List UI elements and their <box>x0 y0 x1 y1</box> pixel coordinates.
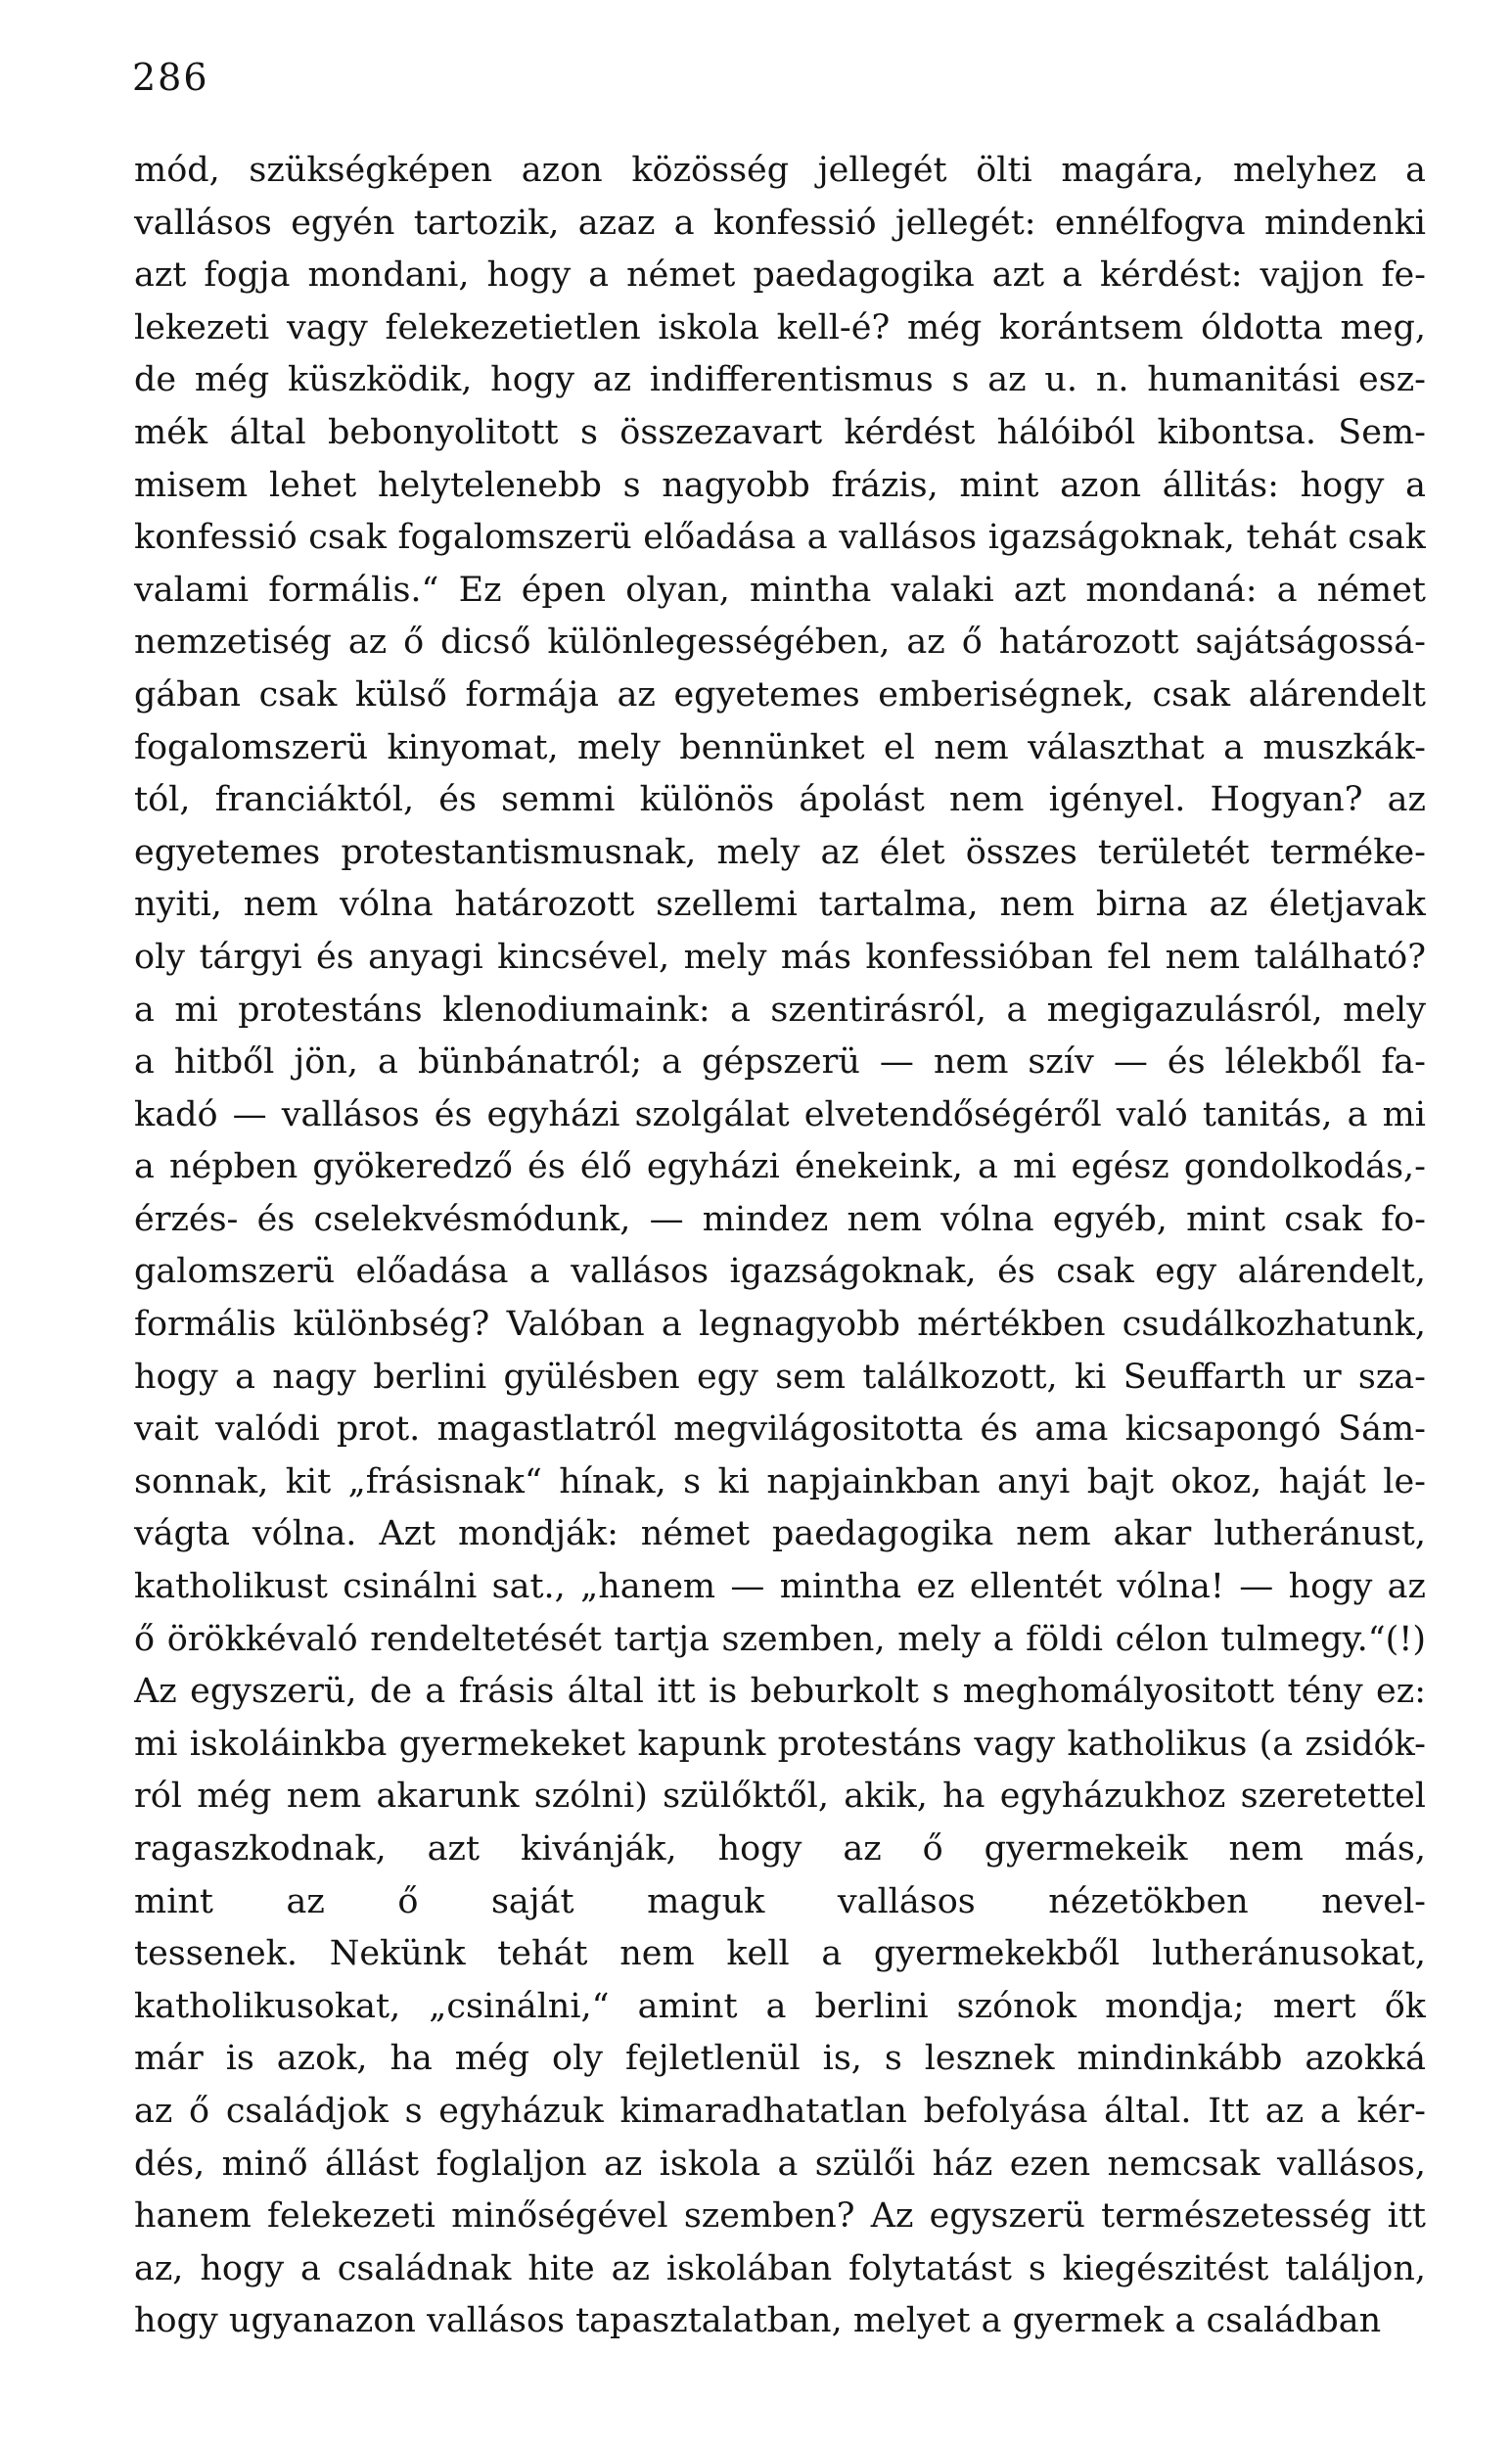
text-line: fogalomszerü kinyomat, mely bennünket el nem választhat a muszkák- <box>134 727 1426 767</box>
text-line: mód, szükségképen azon közösség jellegét ölti magára, melyhez a <box>134 151 1426 190</box>
text-line: a hitből jön, a bünbánatról; a gépszerü — nem szív — és lélekből fa- <box>134 1042 1426 1083</box>
text-line: valami formális.“ Ez épen olyan, mintha valaki azt mondaná: a német <box>134 570 1426 610</box>
text-line: galomszerü előadása a vallásos igazságoknak, és csak egy alárendelt, <box>134 1252 1426 1292</box>
text-line: ról még nem akarunk szólni) szülőktől, akik, ha egyházukhoz szeretettel <box>134 1777 1426 1817</box>
text-line: ő örökkévaló rendeltetését tartja szemben, mely a földi célon tulmegy.“(!) <box>134 1619 1426 1659</box>
text-line: lekezeti vagy felekezetietlen iskola kell-é? még korántsem óldotta meg, <box>134 307 1426 347</box>
text-line: katholikusokat, „csinálni,“ amint a berlini szónok mondja; mert ők <box>134 1986 1426 2026</box>
text-line: ragaszkodnak, azt kivánják, hogy az ő gyermekeik nem más, <box>134 1829 1426 1869</box>
text-line: hanem felekezeti minőségével szemben? Az egyszerü természetesség itt <box>134 2196 1426 2237</box>
text-line: Az egyszerü, de a frásis által itt is beburkolt s meghomályositott tény ez: <box>134 1672 1426 1712</box>
text-line: egyetemes protestantismusnak, mely az élet összes területét terméke- <box>134 832 1426 872</box>
text-line: már is azok, ha még oly fejletlenül is, s lesznek mindinkább azokká <box>134 2039 1426 2079</box>
text-line: érzés- és cselekvésmódunk, — mindez nem vólna egyéb, mint csak fo- <box>134 1199 1426 1239</box>
text-line: tessenek. Nekünk tehát nem kell a gyermekekből lutheránusokat, <box>134 1934 1426 1974</box>
text-line: oly tárgyi és anyagi kincsével, mely más konfessióban fel nem található? <box>134 937 1426 977</box>
text-line: mék által bebonyolitott s összezavart kérdést hálóiból kibontsa. Sem- <box>134 412 1426 452</box>
text-line: vait valódi prot. magastlatról megvilágositotta és ama kicsapongó Sám- <box>134 1409 1426 1450</box>
text-line: misem lehet helytelenebb s nagyobb frázis, mint azon állitás: hogy a <box>134 465 1426 505</box>
text-line: mi iskoláinkba gyermekeket kapunk protestáns vagy katholikus (a zsidók- <box>134 1724 1426 1764</box>
text-line: hogy a nagy berlini gyülésben egy sem találkozott, ki Seuffarth ur sza- <box>134 1357 1426 1397</box>
text-line: kadó — vallásos és egyházi szolgálat elvetendőségéről való tanitás, a mi <box>134 1094 1426 1134</box>
text-line: az ő családjok s egyházuk kimaradhatatlan befolyása által. Itt az a kér- <box>134 2091 1426 2131</box>
text-line: vallásos egyén tartozik, azaz a konfessió jellegét: ennélfogva mindenki <box>134 203 1426 243</box>
text-line: formális különbség? Valóban a legnagyobb mértékben csudálkozhatunk, <box>134 1305 1426 1345</box>
page-number: 286 <box>132 56 209 99</box>
text-line: dés, minő állást foglaljon az iskola a szülői ház ezen nemcsak vallásos, <box>134 2144 1426 2184</box>
body-text <box>134 145 1426 2348</box>
text-line: az, hogy a családnak hite az iskolában folytatást s kiegészitést találjon, <box>134 2248 1426 2288</box>
text-line: nyiti, nem vólna határozott szellemi tartalma, nem birna az életjavak <box>134 885 1426 925</box>
text-line: tól, franciáktól, és semmi különös ápolást nem igényel. Hogyan? az <box>134 780 1426 820</box>
text-line: de még küszködik, hogy az indifferentismus s az u. n. humanitási esz- <box>134 360 1426 400</box>
text-line: hogy ugyanazon vallásos tapasztalatban, melyet a gyermek a családban <box>134 2301 1382 2341</box>
text-line: konfessió csak fogalomszerü előadása a vallásos igazságoknak, tehát csak <box>134 518 1426 558</box>
text-line: katholikust csinálni sat., „hanem — mintha ez ellentét vólna! — hogy az <box>134 1567 1426 1607</box>
text-line: azt fogja mondani, hogy a német paedagogika azt a kérdést: vajjon fe- <box>134 255 1426 296</box>
text-line: vágta vólna. Azt mondják: német paedagogika nem akar lutheránust, <box>134 1514 1426 1554</box>
text-line: a népben gyökeredző és élő egyházi énekeink, a mi egész gondolkodás,- <box>134 1147 1426 1187</box>
text-line: nemzetiség az ő dicső különlegességében, az ő határozott sajátságossá- <box>134 623 1426 663</box>
text-line: mint az ő saját maguk vallásos nézetökben nevel- <box>134 1881 1426 1921</box>
text-line: a mi protestáns klenodiumaink: a szentirásról, a megigazulásról, mely <box>134 990 1426 1030</box>
text-line: sonnak, kit „frásisnak“ hínak, s ki napjainkban anyi bajt okoz, haját le- <box>134 1461 1426 1501</box>
text-line: gában csak külső formája az egyetemes emberiségnek, csak alárendelt <box>134 674 1426 715</box>
